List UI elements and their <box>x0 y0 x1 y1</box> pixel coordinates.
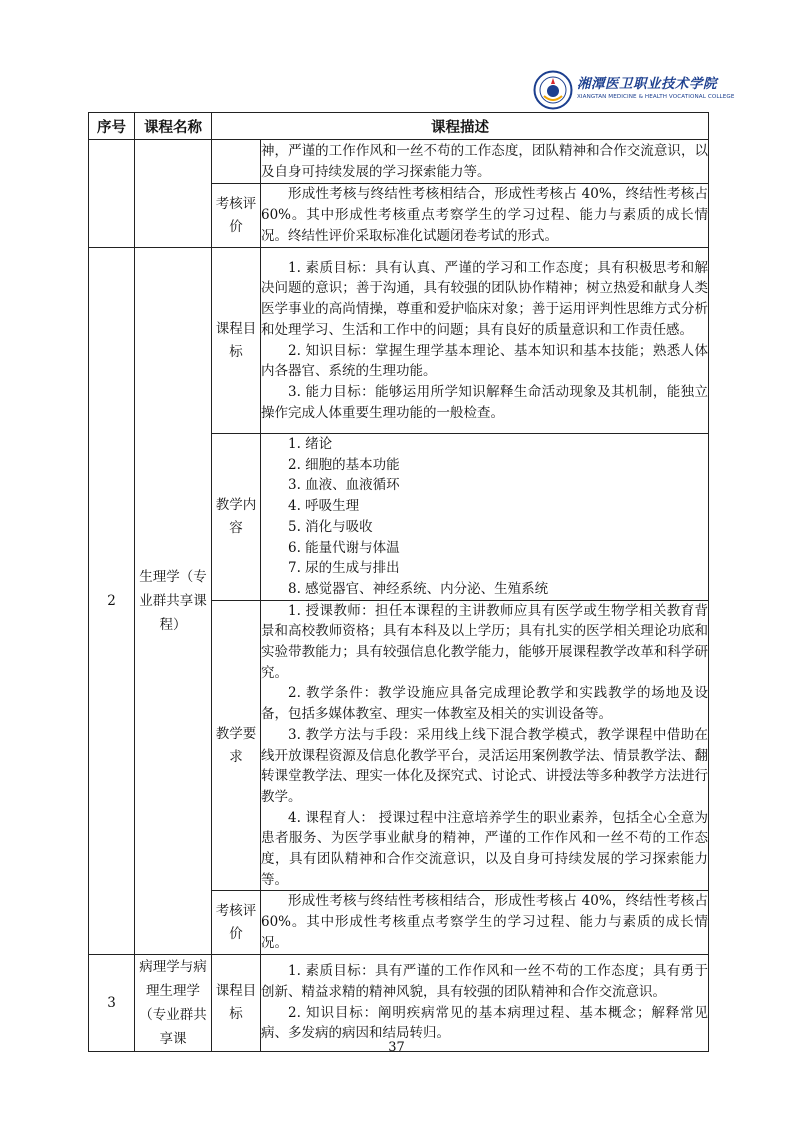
cell-course-goals <box>261 248 709 434</box>
content-list <box>261 434 708 600</box>
goal-item: 1. 素质目标：具有严谨的工作作风和一丝不苟的工作态度；具有勇于创新、精益求精的精神风貌，具有较强的团队精神和合作交流意识。 <box>261 963 708 1000</box>
course-no: 2 <box>89 248 135 955</box>
table-row <box>89 140 709 184</box>
requirement-item: 1. 授课教师：担任本课程的主讲教师应具有医学或生物学相关教育背景和高校教师资格；具有本科及以上学历；具有扎实的医学相关理论功底和实验带教能力；具有较强信息化教学能力，能够开展课程教学改革和科学研究。 <box>261 602 708 681</box>
list-item: 3. 血液、血液循环 <box>288 477 400 494</box>
list-item: 8. 感觉器官、神经系统、内分泌、生殖系统 <box>288 580 549 597</box>
cell-assessment <box>261 891 709 954</box>
list-item: 7. 尿的生成与排出 <box>288 560 400 577</box>
requirement-item: 4. 课程育人： 授课过程中注意培养学生的职业素养，包括全心全意为患者服务、为医学事业献身的精神，严谨的工作作风和一丝不苟的工作态度，具有团队精神和合作交流意识，以及自身可持续发展的学习探索能力等。 <box>261 809 708 888</box>
list-item: 6. 能量代谢与体温 <box>288 539 400 556</box>
list-item: 5. 消化与吸收 <box>288 518 373 535</box>
goal-item: 2. 知识目标：掌握生理学基本理论、基本知识和基本技能；熟悉人体内各器官、系统的生理功能。 <box>261 342 708 380</box>
goal-item: 3. 能力目标：能够运用所学知识解释生命活动现象及其机制，能独立操作完成人体重要生理功能的一般检查。 <box>261 383 708 421</box>
table-header-row <box>89 113 709 140</box>
table-row <box>89 954 709 1051</box>
continuation-text: 神，严谨的工作作风和一丝不苟的工作态度，团队精神和合作交流意识，以及自身可持续发展的学习探索能力等。 <box>261 142 708 180</box>
requirement-item: 3. 教学方法与手段：采用线上线下混合教学模式，教学课程中借助在线开放课程资源及信息化教学平台，灵活运用案例教学法、情景教学法、翻转课堂教学法、理实一体化及探究式、讨论式、讲授法等多种教学方法进行教学。 <box>261 726 708 805</box>
cell-label-empty <box>212 140 261 184</box>
header-no: 序号 <box>89 113 135 140</box>
cell-continuation <box>261 140 709 184</box>
page-number: 37 <box>388 1040 405 1055</box>
requirement-item: 2. 教学条件：教学设施应具备完成理论教学和实践教学的场地及设备，包括多媒体教室、理实一体教室及相关的实训设备等。 <box>261 685 708 723</box>
cell-assessment <box>261 184 709 248</box>
course-name: 生理学（专业群共享课程） <box>135 248 212 955</box>
list-item: 2. 细胞的基本功能 <box>288 456 400 473</box>
assessment-text: 形成性考核与终结性考核相结合，形成性考核占 40%，终结性考核占 60%。其中形成性考核重点考察学生的学习过程、能力与素质的成长情况。终结性评价采取标准化试题闭卷考试的形式。 <box>261 186 708 244</box>
cell-teaching-content <box>261 434 709 601</box>
assessment-text: 形成性考核与终结性考核相结合，形成性考核占 40%，终结性考核占 60%。其中形成性考核重点考察学生的学习过程、能力与素质的成长情况。 <box>261 893 708 951</box>
logo-english-name: XIANGTAN MEDICINE & HEALTH VOCATIONAL COLLEGE <box>577 94 735 100</box>
label-teaching-content: 教学内容 <box>212 434 261 601</box>
list-item: 1. 绪论 <box>288 436 333 452</box>
course-name: 病理学与病理生理学（专业群共享课 <box>135 954 212 1051</box>
list-item: 4. 呼吸生理 <box>288 498 360 515</box>
label-assessment: 考核评价 <box>212 891 261 954</box>
table-row <box>89 248 709 434</box>
goal-item: 2. 知识目标：阐明疾病常见的基本病理过程、基本概念；解释常见病、多发病的病因和结局转归。 <box>261 1004 708 1042</box>
goal-item: 1. 素质目标：具有认真、严谨的学习和工作态度；具有积极思考和解决问题的意识；善于沟通，具有较强的团队协作精神；树立热爱和献身人类医学事业的高尚情操，尊重和爱护临床对象；善于运用评判性思维方式分析和处理学习、生活和工作中的问题；具有良好的质量意识和工作责任感。 <box>261 259 708 338</box>
label-assessment: 考核评价 <box>212 184 261 248</box>
college-emblem-icon <box>533 70 573 110</box>
label-teaching-requirements: 教学要求 <box>212 600 261 891</box>
label-course-goals: 课程目标 <box>212 954 261 1051</box>
cell-course-goals <box>261 954 709 1051</box>
cell-name-empty <box>135 140 212 248</box>
course-no: 3 <box>89 954 135 1051</box>
header-course-name: 课程名称 <box>135 113 212 140</box>
course-table <box>88 112 709 1052</box>
logo-chinese-name: 湘潭医卫职业技术学院 <box>577 76 717 92</box>
header-course-desc: 课程描述 <box>212 113 709 140</box>
label-course-goals: 课程目标 <box>212 248 261 434</box>
college-logo <box>533 70 735 112</box>
cell-teaching-requirements <box>261 600 709 891</box>
cell-no-empty <box>89 140 135 248</box>
